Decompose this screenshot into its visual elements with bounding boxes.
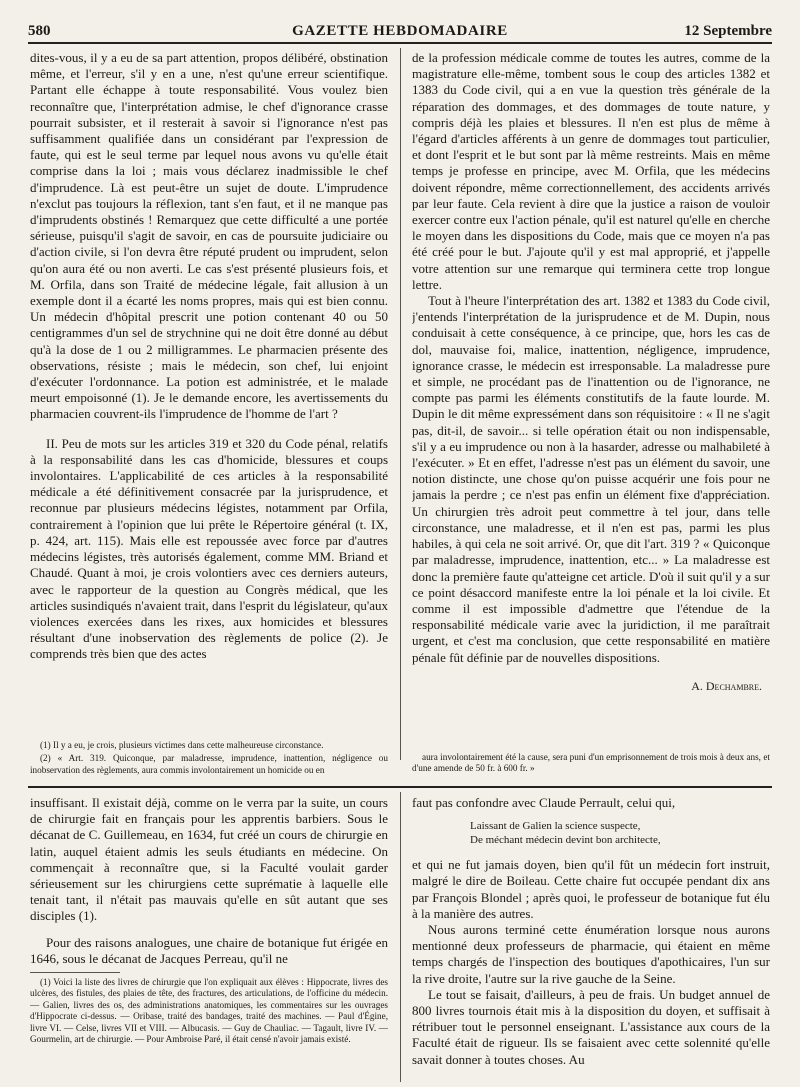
paragraph: Le tout se faisait, d'ailleurs, à peu de frais. Un budget annuel de 800 livres tournois était mis à la disposition du doyen, et suffisait à rétribuer tout le personnel enseignant. L'assistance aux cours de la Faculté était de rigueur. Ils se faisaient avec cette solennité qu'elle savait donner à toutes choses. Au: [412, 986, 770, 1067]
paragraph: insuffisant. Il existait déjà, comme on le verra par la suite, un cours de chirurgie fait en français pour les apprentis barbiers. Sous le décanat de C. Guillemeau, en 1634, fut créé un cours de chirurgie en latin, auquel étaient admis les seuls étudiants en médecine. On commençait à reconnaître que, si la Faculté voulait garder sérieusement sur les chirurgiens cette suprématie à laquelle elle tenait tant, il n'était pas mauvais qu'elle en sût autant que ses disciples (1).: [30, 795, 388, 924]
paragraph: Pour des raisons analogues, une chaire de botanique fut érigée en 1646, sous le décanat de Jacques Perreau, qu'il ne: [30, 934, 388, 966]
verse-quote: [470, 819, 770, 847]
publication-title: GAZETTE HEBDOMADAIRE: [292, 23, 508, 39]
column-divider: [400, 792, 401, 1082]
footnote: (1) Voici la liste des livres de chirurgie que l'on expliquait aux élèves : Hippocrate, livres des ulcères, des fistules, des plaies de tête, des fractures, des articulations, de l'officine du médecin. — Galien, livres des os, des administrations anatomiques, les commentaires sur les ouvrages d'Hippocrate ci-dessus. — Oribase, traité des bandages, traité des machines. — Paul d'Égine, livre VI. — Celse, livres VII et VIII. — Albucasis. — Guy de Chauliac. — Tagault, livre IV. — Gourmelin, art de chirurgie. — Pour Ambroise Paré, il était censé n'avoir jamais existé.: [30, 977, 388, 1045]
issue-date: 12 Septembre: [684, 23, 772, 39]
paragraph: dites-vous, il y a eu de sa part attention, propos délibéré, obstination même, et l'erreur, s'il y en a une, n'est qu'une erreur scientifique. Partant elle échappe à toute responsabilité. Vous voulez bien reconnaître que, l'interprétation admise, le chef d'ignorance crasse pourrait subsister, et il resterait à savoir si l'ignorance n'est pas suffisamment qualifiée dans un considérant par l'expression de faute, qui est le seul terme par lequel nous avons vu qu'elle était comprise dans la loi ; mais vous déclarez inadmissible le chef d'imprudence. Là est peut-être un sujet de doute. L'imprudence n'exclut pas toujours la réflexion, tant s'en faut, et il ne manque pas d'imprudents obstinés ! Remarquez que cette difficulté a une portée sérieuse, puisqu'il s'agit de savoir, en cas de poursuite judiciaire ou d'action civile, si l'on devra être réputé prudent ou imprudent, selon qu'on aura été ou non averti. Le cas s'est présenté plusieurs fois, et M. Orfila, dans son Traité de médecine légale, fait allusion à un exemple dont il a écarté les noms propres, mais qui est bien connu. Un médecin d'hôpital prescrit une potion contenant 40 ou 50 centigrammes d'un sel de strychnine qui ne doit être donné au début qu'à la dose de 1 ou 2 milligrammes. Le pharmacien présente des observations, résiste ; mais le médecin, son chef, lui enjoint d'exécuter l'ordonnance. La potion est administrée, et le malade meurt empoisonné (1). Je le demande encore, les avertissements du pharmacien couvrent-ils l'imprudence de l'homme de l'art ?: [30, 50, 388, 422]
column-divider: [400, 48, 401, 760]
paragraph: faut pas confondre avec Claude Perrault, celui qui,: [412, 795, 676, 810]
lower-footnote: [30, 977, 388, 1082]
upper-footnotes-right: [412, 752, 770, 778]
footnote: aura involontairement été la cause, sera puni d'un emprisonnement de trois mois à deux ans, et d'une amende de 50 fr. à 600 fr. »: [412, 752, 770, 774]
verse-line: Laissant de Galien la science suspecte,: [470, 820, 641, 833]
section-paragraph: II. Peu de mots sur les articles 319 et 320 du Code pénal, relatifs à la responsabilité dans les cas d'homicide, blessures et coups involontaires. L'applicabilité de ces articles à la responsabilité médicale a été définitivement consacrée par la jurisprudence, et reconnue par plusieurs médecins légistes, notamment par Orfila, contrairement à l'opinion que lui prête le Répertoire général (t. IX, p. 424, art. 115). Mais elle est repoussée avec force par d'autres médecins légistes, très autorisés également, comme MM. Briand et Chaudé. Quant à moi, je crois volontiers avec ces derniers auteurs, avec le rapporteur de la question au Congrès médical, que les articles susindiqués n'avaient trait, dans l'esprit du législateur, qu'aux violences exercées dans les rixes, aux homicides et blessures résultant d'une inobservation des règlements de police (2). Je comprends très bien que des actes: [30, 435, 388, 662]
upper-footnotes-left: [30, 740, 388, 776]
paragraph: Nous aurons terminé cette énumération lorsque nous aurons mentionné deux professeurs de pharmacie, qui étaient en même temps chargés de l'inspection des boutiques d'apothicaires, l'un sur la rive droite, l'autre sur la rive gauche de la Seine.: [412, 922, 770, 986]
author-signature: A. Dechambre.: [691, 678, 762, 693]
verse-line: De méchant médecin devint bon architecte,: [470, 834, 661, 847]
upper-right-column: [412, 50, 770, 738]
section-separator: [28, 786, 772, 788]
paragraph: Tout à l'heure l'interprétation des art. 1382 et 1383 du Code civil, j'entends l'interprétation de la jurisprudence et de M. Dupin, nous conduisait à cette conséquence, à ce principe, que, hors les cas de dol, mauvaise foi, malice, inattention, négligence, imprudence, ignorance crasse, le médecin est irresponsable. La maladresse pure et simple, ne procédant pas de l'inattention ou de l'ignorance, ne compte pas parmi les éléments constitutifs de la faute lourde. M. Dupin le dit même expressément dans son réquisitoire : « Il ne s'agit pas, dit-il, de savoir... si telle opération était ou non indispensable, s'il y a eu imprudence ou non à la hasarder, adresse ou malhabileté à l'exécuter. » Et en effet, l'adresse n'est pas un élément du savoir, une notion distincte, une chose qu'on puisse acquérir une fois pour ne jamais la perdre ; ce n'est pas enfin un élément fixe d'appréciation. Un chirurgien très adroit peut commettre à tel jour, dans telle circonstance, une maladresse, et il n'en est pas, parmi les plus habiles, à qui cela ne soit arrivé. Or, que dit l'art. 319 ? « Quiconque par maladresse, imprudence, inattention, etc... » La maladresse est donc la première faute qu'atteigne cet article. D'où il suit qu'il y a sur ce point désaccord manifeste entre la loi pénale et la loi civile. Et comme il est impossible d'admettre que l'étendue de la responsabilité médicale varie avec la juridiction, il me paraîtrait urgent, et c'est ma conclusion, que cette responsabilité en matière pénale fût définie par de nouvelles dispositions.: [412, 293, 770, 665]
upper-left-column: [30, 50, 388, 735]
paragraph: de la profession médicale comme de toutes les autres, comme de la magistrature elle-même, tombent sous le coup des articles 1382 et 1383 du Code civil, qui a en vue la question très générale de la réparation des dommages, et des dommages de toute nature, y compris déjà les plaies et blessures. Il n'en est plus de même à l'égard d'articles afférents à un genre de dommages tout particulier, et dont l'esprit et le but sont par là même restreints. Mais en même temps je professe en principe, avec M. Orfila, que les médecins doivent répondre, même correctionnellement, des accidents arrivés par leur faute. Cela revient à dire que la justice a raison de vouloir exercer contre eux l'action pénale, qu'il est naturel qu'elle en cherche le moyen dans les dispositions du Code, mais que ce moyen n'a pas été créé pour le but. J'ajoute qu'il y est mal approprié, et j'appelle votre attention sur une remarque qui terminera cette trop longue lettre.: [412, 50, 770, 292]
footnote: (1) Il y a eu, je crois, plusieurs victimes dans cette malheureuse circonstance.: [40, 740, 324, 750]
paragraph: et qui ne fut jamais doyen, bien qu'il fût un médecin fort instruit, malgré le dire de Boileau. Cette chaire fut occupée pendant dix ans par François Blondel ; après quoi, le professeur de botanique fut élu à la manière des autres.: [412, 857, 770, 921]
lower-right-column: [412, 795, 770, 1083]
lower-left-column: [30, 795, 388, 967]
footnote-rule: [30, 972, 120, 973]
page-header: [28, 20, 772, 44]
page-number: 580: [28, 23, 51, 39]
footnote: (2) « Art. 319. Quiconque, par maladresse, imprudence, inattention, négligence ou inobservation des règlements, aura commis involontairement un homicide ou en: [30, 753, 388, 775]
